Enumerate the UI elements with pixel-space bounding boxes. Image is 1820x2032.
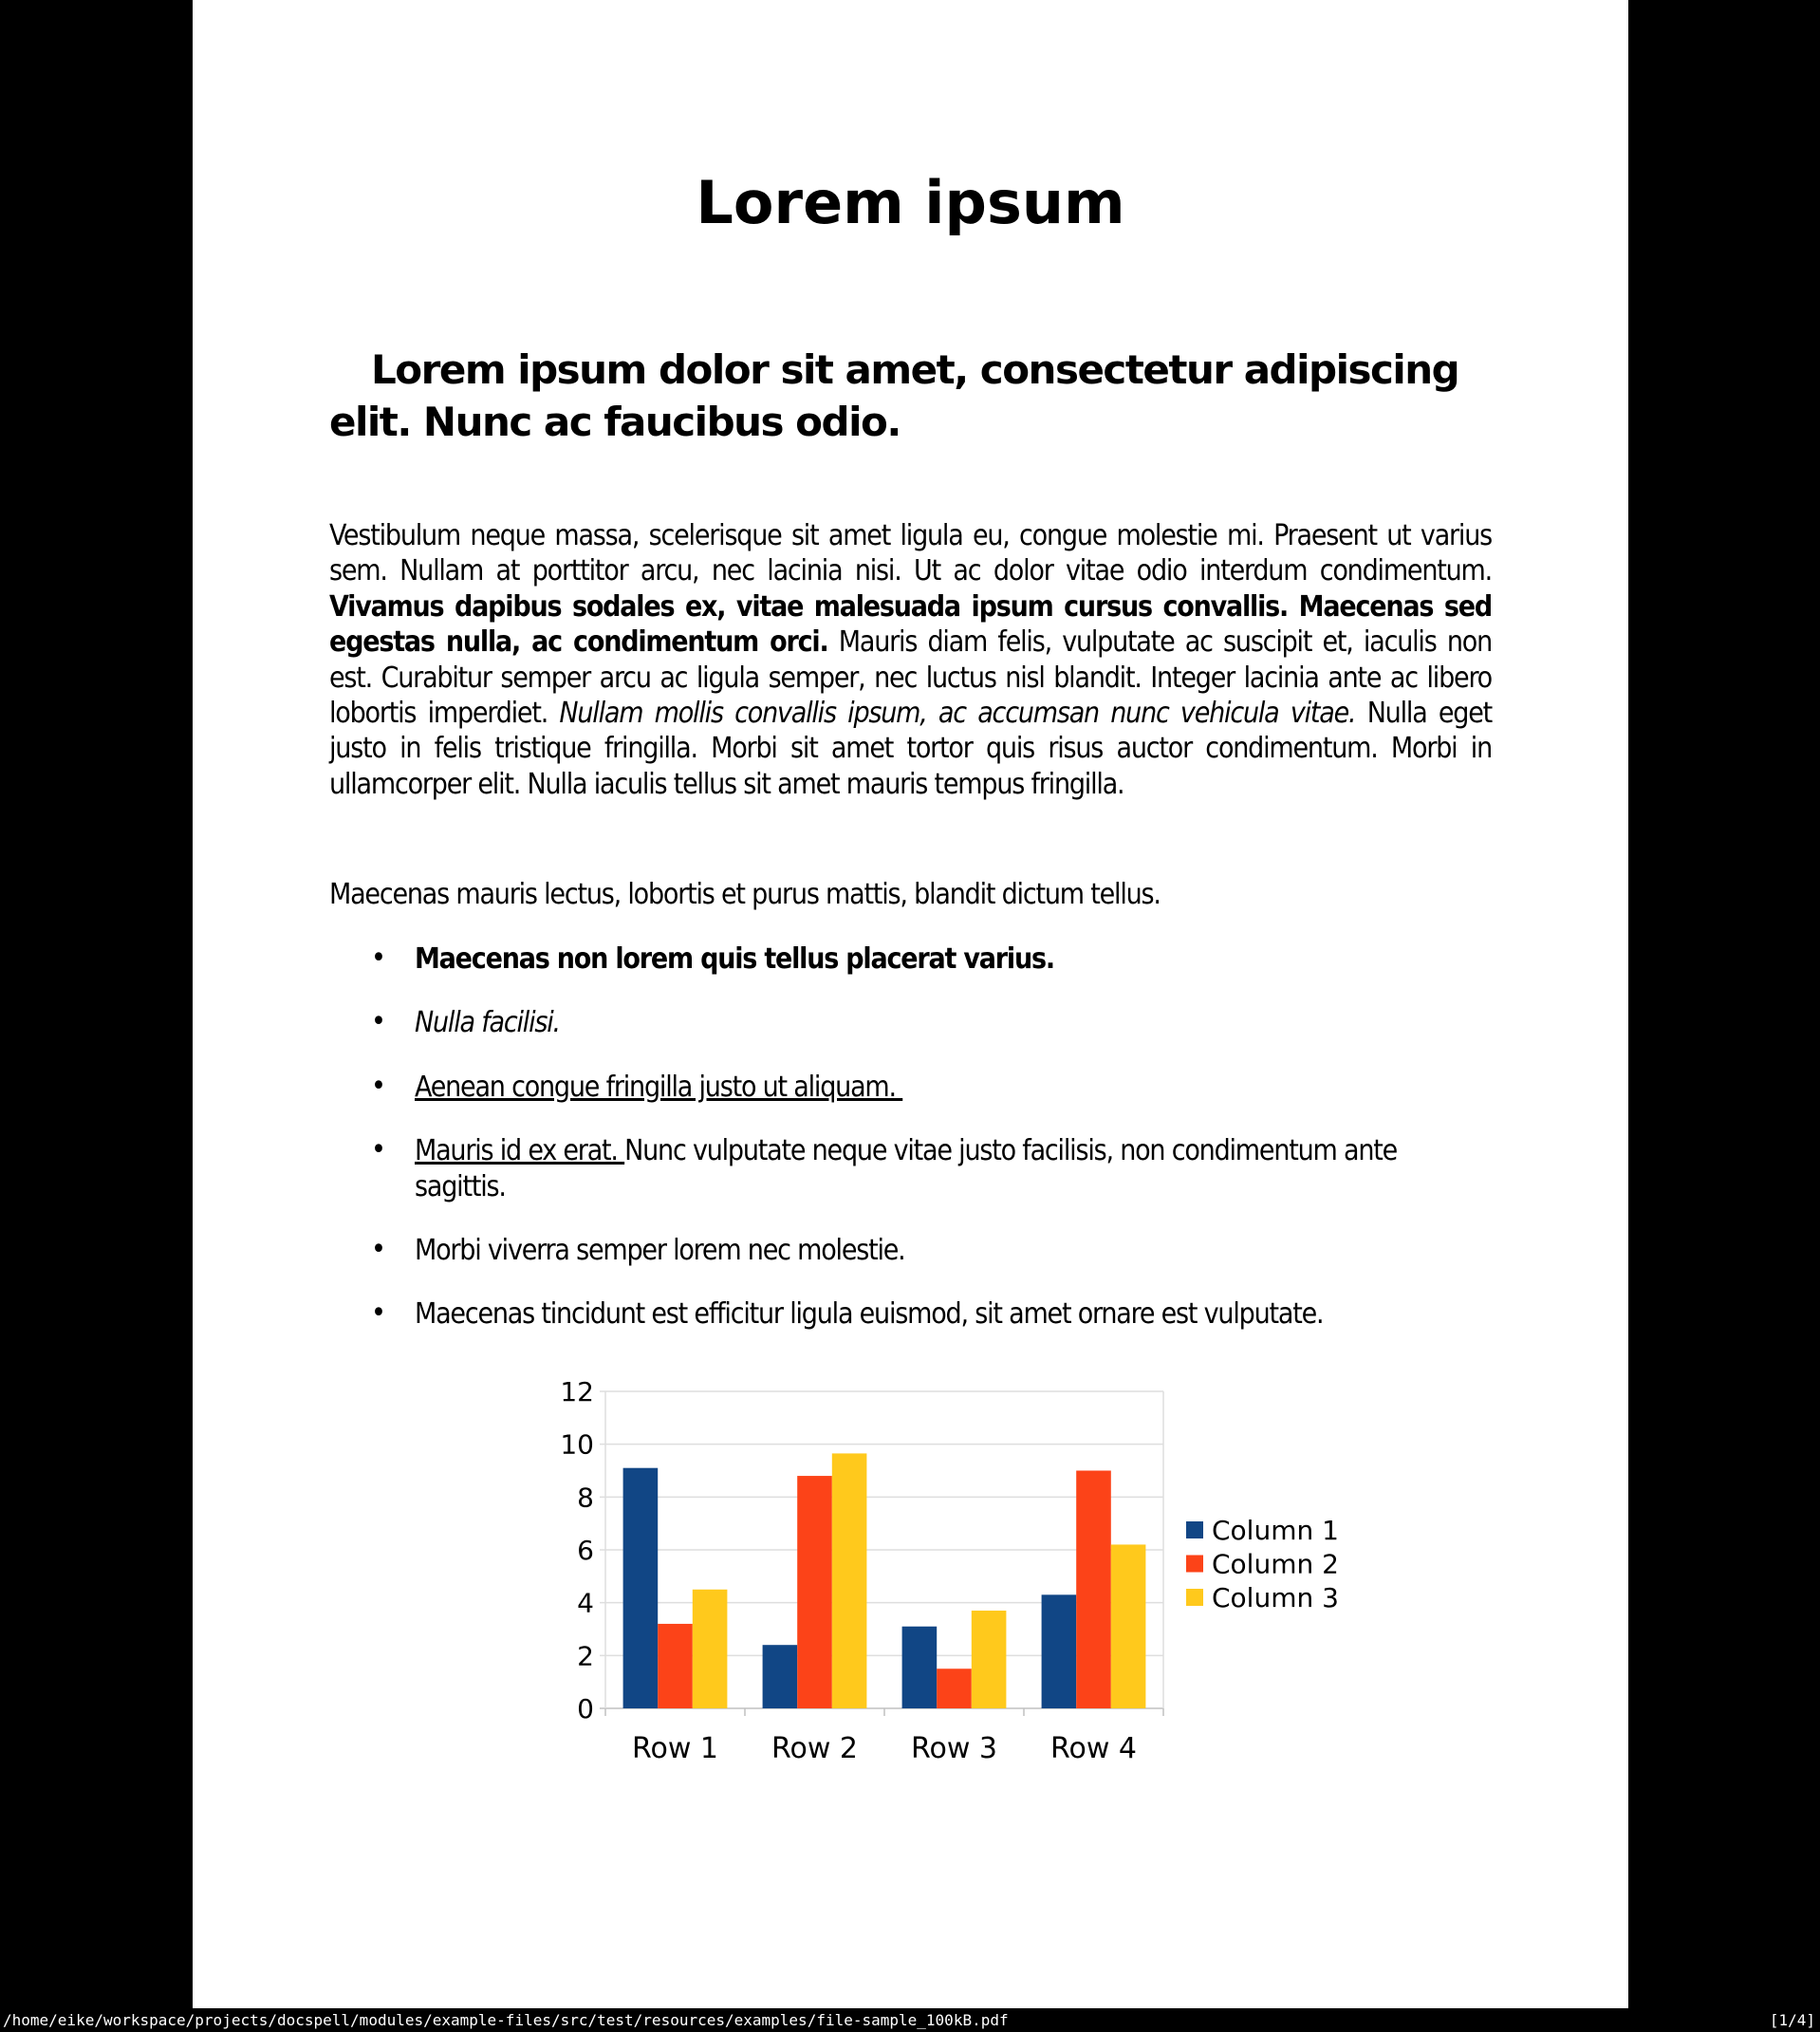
bullet-icon: •	[371, 941, 386, 975]
text-segment-normal: Maecenas tincidunt est efficitur ligula euismod, sit amet ornare est vulputate.	[415, 1297, 1324, 1332]
text-segment-normal: Nunc vulputate neque vitae justo facilisis, non condimentum ante sagittis.	[415, 1134, 1398, 1203]
text-segment-bold: Maecenas non lorem quis tellus placerat varius.	[415, 942, 1054, 976]
bullet-icon: •	[371, 1233, 386, 1267]
legend-label: Column 2	[1212, 1548, 1339, 1580]
chart-bar	[623, 1468, 659, 1708]
document-subtitle: Lorem ipsum dolor sit amet, consectetur adipiscing elit. Nunc ac faucibus odio.	[329, 346, 1459, 445]
list-item-text	[415, 1006, 560, 1039]
list-item	[329, 1133, 1492, 1204]
document-page[interactable]	[193, 0, 1628, 2008]
y-axis-tick-label: 12	[560, 1376, 594, 1407]
bullet-icon: •	[371, 1133, 386, 1167]
y-axis-tick-label: 8	[577, 1482, 594, 1514]
bullet-icon: •	[371, 1069, 386, 1103]
list-item-text	[415, 1297, 1323, 1331]
list-item	[329, 1005, 1492, 1040]
chart-bar	[797, 1476, 832, 1708]
page-indicator: [1/4]	[1769, 2011, 1815, 2029]
chart-bar	[693, 1590, 728, 1708]
bullet-icon: •	[371, 1005, 386, 1039]
file-path: /home/eike/workspace/projects/docspell/modules/example-files/src/test/resources/examples/file-sample_100kB.pdf	[3, 2011, 1009, 2029]
status-bar	[0, 2008, 1820, 2032]
x-axis-category-label: Row 3	[910, 1732, 998, 1765]
bar-chart	[546, 1362, 1400, 1784]
list-item	[329, 1233, 1492, 1268]
y-axis-tick-label: 10	[560, 1428, 594, 1461]
legend-label: Column 1	[1212, 1515, 1339, 1546]
text-segment-italic: Nullam mollis convallis ipsum, ac accumsan nunc vehicula vitae.	[559, 697, 1356, 731]
legend-swatch	[1186, 1521, 1203, 1538]
x-axis-category-label: Row 4	[1049, 1732, 1138, 1765]
list-item-text	[415, 1071, 902, 1104]
text-segment-normal: Morbi viverra semper lorem nec molestie.	[415, 1234, 905, 1268]
y-axis-tick-label: 0	[577, 1693, 594, 1724]
text-segment-normal: Vestibulum neque massa, scelerisque sit amet ligula eu, congue molestie mi. Praesent ut varius sem. Nullam at porttitor arcu, nec lacinia nisi. Ut ac dolor vitae odio interdum condimentum.	[329, 519, 1492, 588]
chart-bar	[832, 1453, 867, 1708]
text-segment-normal: Nulla eget justo in felis tristique fringilla. Morbi sit amet tortor quis risus auctor condimentum. Morbi in ullamcorper elit. Nulla iaculis tellus sit amet mauris tempus fringilla.	[329, 697, 1492, 801]
x-axis-category-label: Row 1	[631, 1732, 719, 1765]
list-item	[329, 941, 1492, 977]
bullet-icon: •	[371, 1296, 386, 1331]
list-item-text	[415, 1234, 905, 1267]
list-item-text	[415, 942, 1054, 976]
legend-label: Column 3	[1212, 1582, 1339, 1613]
y-axis-tick-label: 6	[577, 1535, 594, 1566]
bar-chart-canvas	[546, 1362, 1400, 1784]
chart-bar	[972, 1611, 1007, 1708]
list-item-text	[415, 1134, 1397, 1202]
chart-bar	[1111, 1544, 1146, 1708]
y-axis-tick-label: 2	[577, 1640, 594, 1672]
text-segment-underline: Mauris id ex erat.	[415, 1134, 625, 1168]
chart-bar	[763, 1645, 798, 1708]
text-segment-underline: Aenean congue fringilla justo ut aliquam.	[415, 1070, 903, 1104]
body-paragraph	[329, 518, 1492, 802]
chart-bar	[902, 1627, 938, 1708]
legend-swatch	[1186, 1556, 1203, 1573]
document-title: Lorem ipsum	[696, 168, 1125, 237]
y-axis-tick-label: 4	[577, 1587, 594, 1619]
list-item	[329, 1296, 1492, 1332]
text-segment-normal: Mauris diam felis, vulputate ac suscipit et, iaculis non est. Curabitur semper arcu ac ligula semper, nec luctus nisl blandit. Integer lacinia ante ac libero lobortis imperdiet.	[329, 625, 1492, 731]
chart-bar	[1042, 1594, 1077, 1708]
text-segment-italic: Nulla facilisi.	[415, 1006, 560, 1040]
chart-bar	[937, 1668, 972, 1708]
bullet-list	[329, 941, 1492, 1361]
list-item	[329, 1070, 1492, 1105]
intro-paragraph: Maecenas mauris lectus, lobortis et purus mattis, blandit dictum tellus.	[329, 878, 1161, 911]
legend-swatch	[1186, 1589, 1203, 1606]
x-axis-category-label: Row 2	[771, 1732, 859, 1765]
chart-bar	[1076, 1471, 1111, 1709]
text-segment-bold: Vivamus dapibus sodales ex, vitae malesuada ipsum cursus convallis. Maecenas sed egestas nulla, ac condimentum orci.	[329, 589, 1492, 660]
chart-bar	[658, 1624, 693, 1708]
